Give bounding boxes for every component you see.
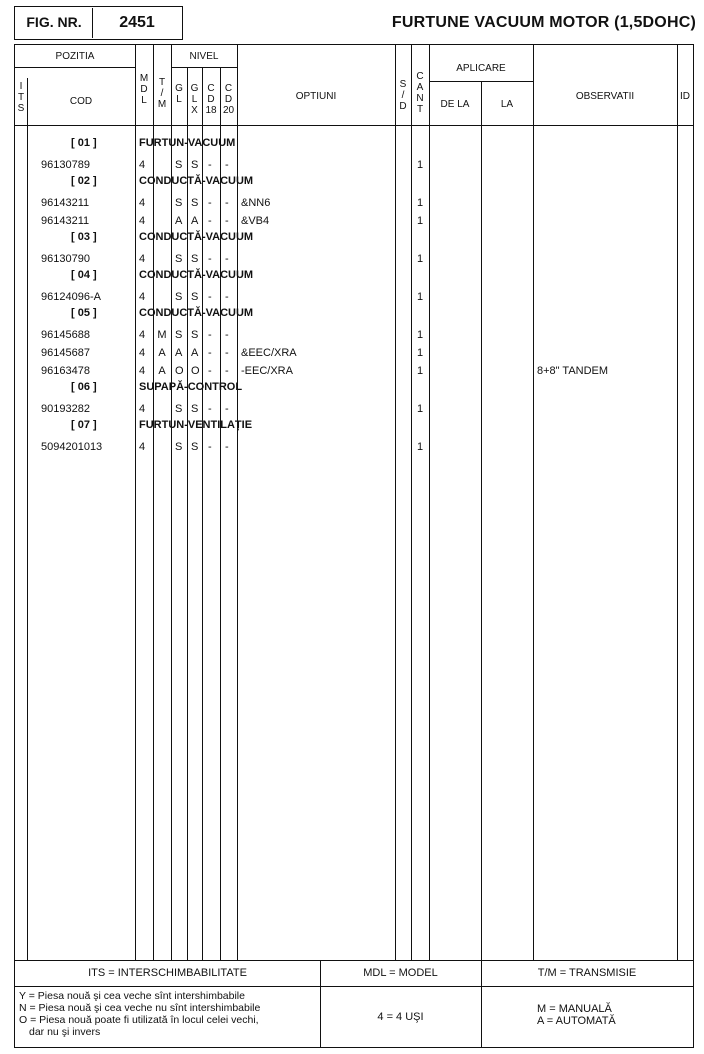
header-cant: C A N T [416, 71, 424, 115]
gl-value: S [175, 441, 183, 453]
cd20-value: - [225, 215, 229, 227]
option-value: &NN6 [241, 197, 271, 209]
col-line-optiuni [395, 45, 396, 960]
mdl-value: 4 [139, 365, 146, 377]
page-title: FURTUNE VACUUM MOTOR (1,5DOHC) [391, 14, 696, 31]
footer-mdl-value: 4 = 4 UŞI [377, 1011, 424, 1023]
glx-value: A [191, 215, 199, 227]
header-aplicare: APLICARE [456, 63, 506, 74]
header-cod: COD [69, 96, 93, 107]
option-value: &EEC/XRA [241, 347, 297, 359]
glx-value: S [191, 291, 199, 303]
tm-value: M [157, 329, 167, 341]
quantity-value: 1 [416, 403, 424, 415]
quantity-value: 1 [416, 215, 424, 227]
row-line-pozitia [15, 67, 135, 68]
gl-value: S [175, 197, 183, 209]
part-name: CONDUCTĂ-VACUUM [139, 231, 254, 243]
part-code: 96124096-A [41, 291, 101, 303]
gl-value: A [175, 215, 183, 227]
cd20-value: - [225, 291, 229, 303]
header-de-la: DE LA [440, 99, 470, 110]
part-code: 5094201013 [41, 441, 103, 453]
quantity-value: 1 [416, 347, 424, 359]
cd20-value: - [225, 197, 229, 209]
part-name: FURTUN-VACUUM [139, 137, 236, 149]
figure-label: FIG. NR. [16, 8, 93, 38]
col-line-its [27, 78, 28, 960]
glx-value: S [191, 253, 199, 265]
glx-value: S [191, 159, 199, 171]
footer-tm-title: T/M = TRANSMISIE [537, 967, 637, 979]
position-label: [ 01 ] [71, 137, 97, 149]
figure-number: 2451 [119, 14, 155, 31]
mdl-value: 4 [139, 403, 146, 415]
footer-top-line [15, 960, 693, 961]
col-line-cd18 [220, 67, 221, 960]
cd18-value: - [208, 347, 212, 359]
col-line-cant [429, 45, 430, 960]
position-label: [ 07 ] [71, 419, 97, 431]
cd20-value: - [225, 329, 229, 341]
option-value: -EEC/XRA [241, 365, 293, 377]
option-value: &VB4 [241, 215, 270, 227]
part-name: CONDUCTĂ-VACUUM [139, 269, 254, 281]
part-name: FURTUN-VENTILAȚIE [139, 419, 253, 431]
observation-value: 8+8" TANDEM [537, 365, 609, 377]
part-code: 90193282 [41, 403, 90, 415]
header-cd18: C D 18 [205, 83, 217, 116]
cd20-value: - [225, 159, 229, 171]
gl-value: A [175, 347, 183, 359]
part-code: 96130790 [41, 253, 90, 265]
cd18-value: - [208, 291, 212, 303]
cd18-value: - [208, 329, 212, 341]
glx-value: S [191, 403, 199, 415]
header-mdl: M D L [139, 73, 149, 106]
quantity-value: 1 [416, 159, 424, 171]
header-gl: G L [175, 83, 183, 105]
mdl-value: 4 [139, 291, 146, 303]
row-line-nivel [171, 67, 237, 68]
gl-value: O [175, 365, 184, 377]
header-nivel: NIVEL [189, 51, 219, 62]
mdl-value: 4 [139, 347, 146, 359]
row-line-aplicare [429, 81, 533, 82]
mdl-value: 4 [139, 215, 146, 227]
footer-tm-values: M = MANUALĂ A = AUTOMATĂ [537, 1003, 616, 1027]
position-label: [ 05 ] [71, 307, 97, 319]
gl-value: S [175, 159, 183, 171]
part-name: CONDUCTĂ-VACUUM [139, 307, 254, 319]
part-code: 96145687 [41, 347, 90, 359]
header-sd: S / D [399, 79, 407, 112]
quantity-value: 1 [416, 253, 424, 265]
part-code: 96163478 [41, 365, 90, 377]
cd20-value: - [225, 403, 229, 415]
cd20-value: - [225, 441, 229, 453]
quantity-value: 1 [416, 441, 424, 453]
tm-value: A [158, 347, 166, 359]
quantity-value: 1 [416, 365, 424, 377]
header-cd20: C D 20 [222, 83, 235, 116]
gl-value: S [175, 403, 183, 415]
cd20-value: - [225, 365, 229, 377]
tm-value: A [158, 365, 166, 377]
mdl-value: 4 [139, 197, 146, 209]
header-pozitia: POZITIA [55, 51, 95, 62]
part-code: 96130789 [41, 159, 90, 171]
cd18-value: - [208, 403, 212, 415]
position-label: [ 04 ] [71, 269, 97, 281]
footer-its-title: ITS = INTERSCHIMBABILITATE [88, 967, 247, 979]
cd18-value: - [208, 159, 212, 171]
col-line-obs [677, 45, 678, 960]
part-code: 96143211 [41, 197, 90, 209]
part-code: 96143211 [41, 215, 90, 227]
quantity-value: 1 [416, 197, 424, 209]
position-label: [ 06 ] [71, 381, 97, 393]
glx-value: S [191, 329, 199, 341]
footer-mid-line [15, 986, 693, 987]
cd18-value: - [208, 365, 212, 377]
col-line-dela [481, 81, 482, 960]
header-id: ID [680, 91, 690, 102]
position-label: [ 02 ] [71, 175, 97, 187]
mdl-value: 4 [139, 159, 146, 171]
mdl-value: 4 [139, 253, 146, 265]
footer-mdl-title: MDL = MODEL [363, 967, 438, 979]
header-optiuni: OPTIUNI [295, 91, 337, 102]
part-code: 96145688 [41, 329, 90, 341]
mdl-value: 4 [139, 441, 146, 453]
header-its: I T S [17, 81, 25, 114]
gl-value: S [175, 253, 183, 265]
mdl-value: 4 [139, 329, 146, 341]
cd18-value: - [208, 197, 212, 209]
header-observatii: OBSERVATII [575, 91, 635, 102]
header-glx: G L X [190, 83, 199, 116]
glx-value: S [191, 197, 199, 209]
glx-value: S [191, 441, 199, 453]
col-line-sd [411, 45, 412, 960]
header-la: LA [500, 99, 514, 110]
cd18-value: - [208, 215, 212, 227]
part-name: SUPAPĂ-CONTROL [139, 381, 243, 393]
cd18-value: - [208, 253, 212, 265]
col-line-gl [187, 67, 188, 960]
col-line-glx [202, 67, 203, 960]
col-line-cod [135, 45, 136, 960]
footer-its-legend: Y = Piesa nouă şi cea veche sînt intershimbabile N = Piesa nouă şi cea veche nu sînt intershimbabile O = Piesa nouă poate fi utilizată în locul celei vechi, dar nu şi invers [19, 990, 261, 1038]
header-tm: T / M [157, 77, 167, 110]
quantity-value: 1 [416, 291, 424, 303]
parts-table [14, 44, 694, 1048]
cd20-value: - [225, 347, 229, 359]
quantity-value: 1 [416, 329, 424, 341]
part-name: CONDUCTĂ-VACUUM [139, 175, 254, 187]
glx-value: O [191, 365, 200, 377]
gl-value: S [175, 291, 183, 303]
glx-value: A [191, 347, 199, 359]
cd20-value: - [225, 253, 229, 265]
cd18-value: - [208, 441, 212, 453]
position-label: [ 03 ] [71, 231, 97, 243]
gl-value: S [175, 329, 183, 341]
header-bottom-line [15, 125, 693, 126]
col-line-la [533, 45, 534, 960]
